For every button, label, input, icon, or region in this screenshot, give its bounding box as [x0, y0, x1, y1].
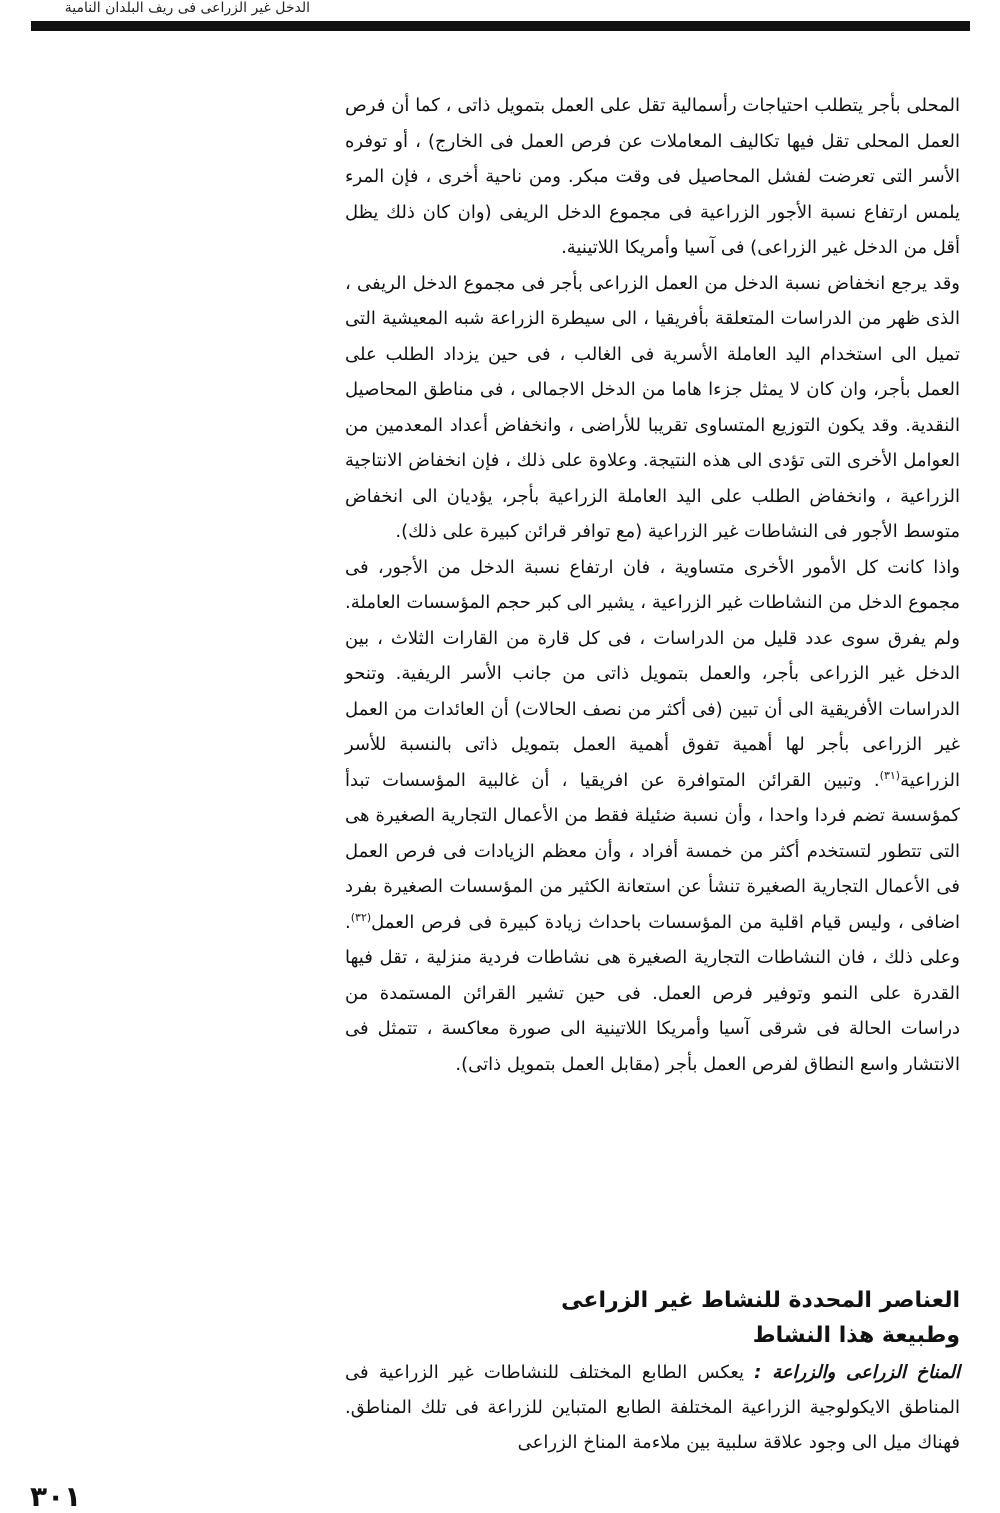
paragraph-3: [345, 550, 960, 1083]
header-rule: [31, 21, 970, 31]
running-header: الدخل غير الزراعى فى ريف البلدان النامية: [64, 0, 310, 16]
paragraph-3-end: . وعلى ذلك ، فان النشاطات التجارية الصغيرة هى نشاطات فردية منزلية ، تقل فيها القدرة على النمو وتوفير فرص العمل. فى حين تشير القرائن المستمدة من دراسات الحالة فى شرقى آسيا وأمريكا اللاتينية الى صورة معاكسة ، تتمثل فى الانتشار واسع النطاق لفرص العمل بأجر (مقابل العمل بتمويل ذاتى).: [345, 911, 960, 1075]
section-heading-line-1: العناصر المحددة للنشاط غير الزراعى: [561, 1288, 960, 1313]
section-text: [345, 1355, 960, 1460]
section-heading-line-2: وطبيعة هذا النشاط: [752, 1323, 960, 1348]
body-text: [345, 88, 960, 1082]
section-body: يعكس الطابع المختلف للنشاطات غير الزراعية فى المناطق الايكولوجية الزراعية المختلفة الطابع المتباين للزراعة فى تلك المناطق. فهناك ميل الى وجود علاقة سلبية بين ملاءمة المناخ الزراعى: [345, 1362, 960, 1453]
paragraph-3-start: واذا كانت كل الأمور الأخرى متساوية ، فان ارتفاع نسبة الدخل من الأجور، فى مجموع الدخل من النشاطات غير الزراعية ، يشير الى كبر حجم المؤسسات العاملة. ولم يفرق سوى عدد قليل من الدراسات ، فى كل قارة من القارات الثلاث ، بين الدخل غير الزراعى بأجر، والعمل بتمويل ذاتى من جانب الأسر الريفية. وتنحو الدراسات الأفريقية الى أن تبين (فى أكثر من نصف الحالات) أن العائدات من العمل غير الزراعى بأجر لها أهمية تفوق أهمية العمل بتمويل ذاتى بالنسبة للأسر الزراعية: [345, 556, 960, 791]
page-number: ٣٠١: [30, 1480, 82, 1513]
paragraph-1: المحلى بأجر يتطلب احتياجات رأسمالية تقل على العمل بتمويل ذاتى ، كما أن فرص العمل المحلى تقل فيها تكاليف المعاملات عن فرص العمل فى الخارج) ، أو توفره الأسر التى تعرضت لفشل المحاصيل فى وقت مبكر. ومن ناحية أخرى ، فإن المرء يلمس ارتفاع نسبة الأجور الزراعية فى مجموع الدخل الريفى (وان كان ذلك يظل أقل من الدخل غير الزراعى) فى آسيا وأمريكا اللاتينية.: [345, 95, 960, 258]
paragraph-2: وقد يرجع انخفاض نسبة الدخل من العمل الزراعى بأجر فى مجموع الدخل الريفى ، الذى ظهر من الدراسات المتعلقة بأفريقيا ، الى سيطرة الزراعة شبه المعيشية التى تميل الى استخدام اليد العاملة الأسرية فى الغالب ، فى حين يزداد الطلب على العمل بأجر، وان كان لا يمثل جزءا هاما من الدخل الاجمالى ، فى مناطق المحاصيل النقدية. وقد يكون التوزيع المتساوى تقريبا للأراضى ، وانخفاض أعداد المعدمين من العوامل الأخرى التى تؤدى الى هذه النتيجة. وعلاوة على ذلك ، فإن انخفاض الانتاجية الزراعية ، وانخفاض الطلب على اليد العاملة الزراعية بأجر، يؤديان الى انخفاض متوسط الأجور فى النشاطات غير الزراعية (مع توافر قرائن كبيرة على ذلك).: [345, 272, 960, 542]
section-paragraph: [345, 1355, 960, 1460]
footnote-ref-32[interactable]: (٣٢): [350, 910, 372, 924]
paragraph-3-middle: . وتبين القرائن المتوافرة عن افريقيا ، أن غالبية المؤسسات تبدأ كمؤسسة تضم فردا واحدا ، وأن نسبة ضئيلة فقط من الأعمال التجارية الصغيرة هى التى تتطور لتستخدم أكثر من خمسة أفراد ، وأن معظم الزيادات فى فرص العمل فى الأعمال التجارية الصغيرة تنشأ عن استعانة الكثير من المؤسسات الصغيرة بفرد اضافى ، وليس قيام اقلية من المؤسسات باحداث زيادة كبيرة فى فرص العمل: [345, 769, 960, 933]
section-lead-in: المناخ الزراعى والزراعة :: [754, 1362, 960, 1383]
section-heading: [345, 1283, 960, 1353]
footnote-ref-31[interactable]: (٣١): [879, 768, 901, 782]
